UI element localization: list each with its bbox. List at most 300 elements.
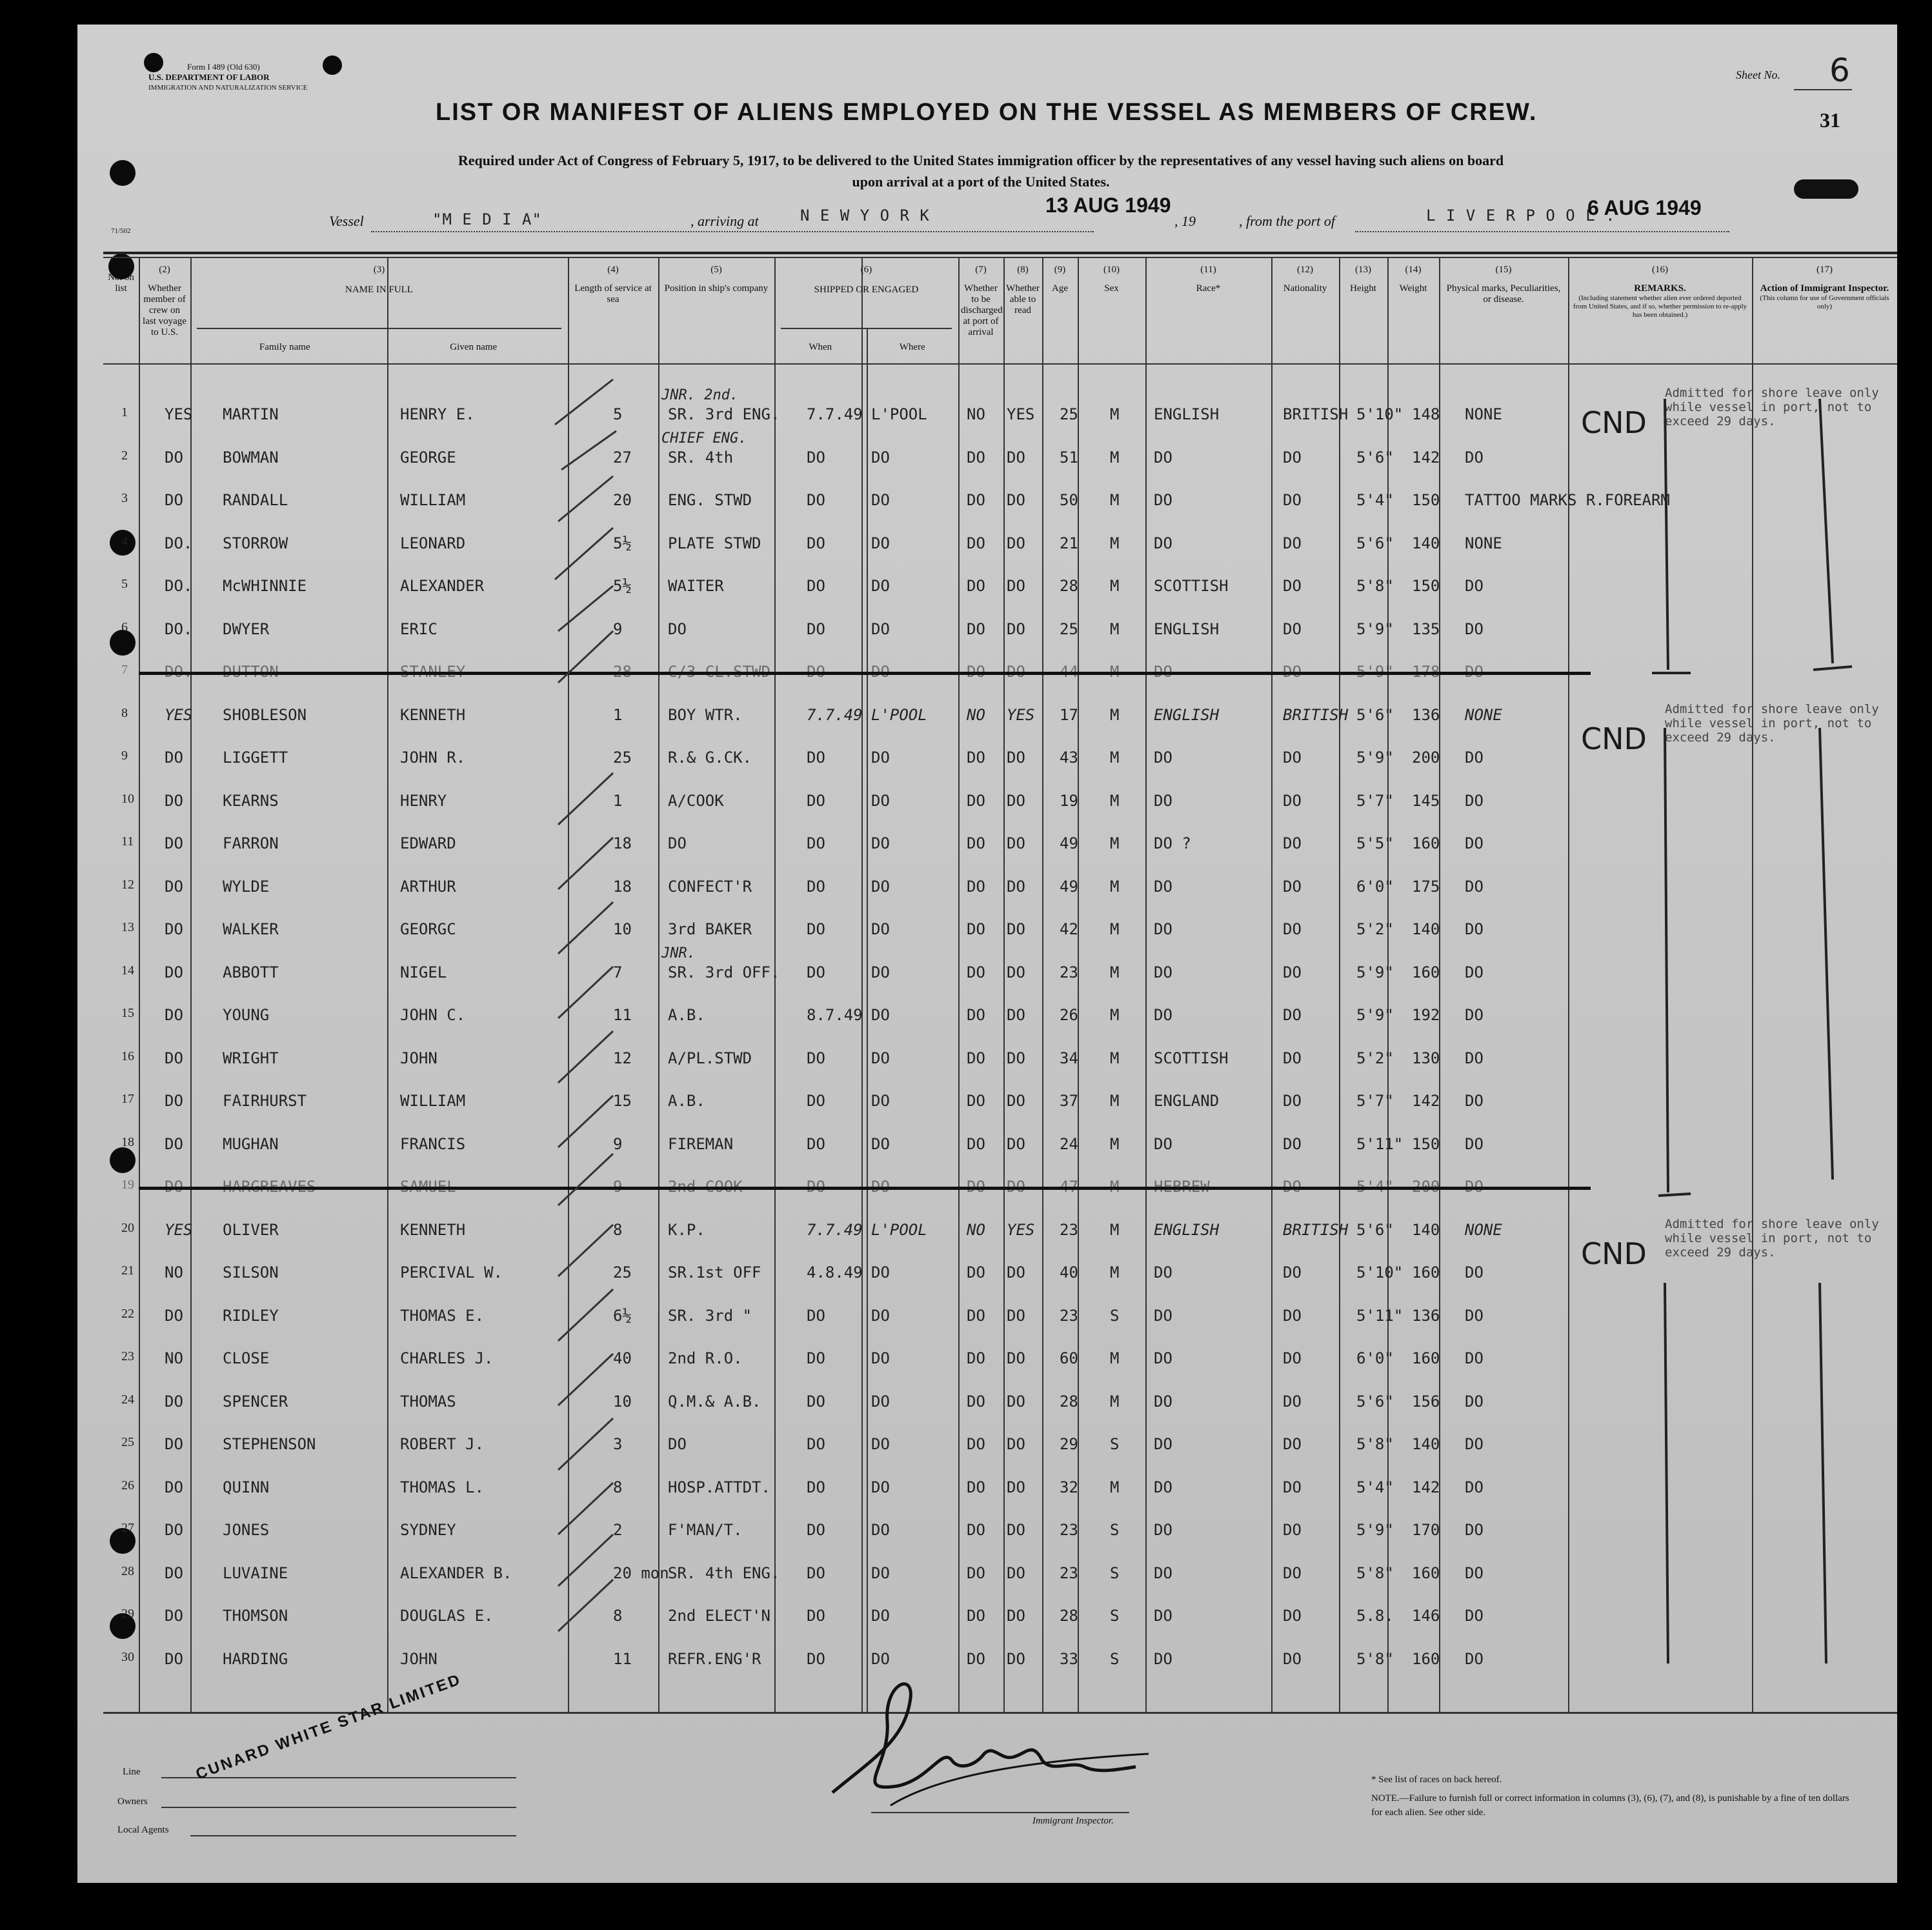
column-header bbox=[1003, 265, 1042, 316]
cell-service: 20 mon bbox=[613, 1563, 669, 1582]
cell-nat: BRITISH bbox=[1283, 1220, 1349, 1239]
cell-disch: NO bbox=[967, 705, 985, 724]
cell-height: 5'9" bbox=[1356, 1006, 1394, 1024]
cell-position: A/PL.STWD bbox=[668, 1049, 752, 1067]
cell-where: DO bbox=[871, 791, 890, 810]
column-label: Physical marks, Peculiarities, or disease. bbox=[1446, 283, 1561, 305]
cell-when: DO bbox=[807, 491, 825, 509]
cell-weight: 142 bbox=[1412, 1092, 1440, 1110]
cell-no: 13 bbox=[121, 920, 134, 934]
sheet-underline bbox=[1794, 89, 1852, 90]
cell-race: DO bbox=[1154, 1349, 1172, 1367]
cell-height: 5'10" bbox=[1356, 1263, 1404, 1282]
cell-read: DO bbox=[1007, 491, 1025, 509]
cell-marks: TATTOO MARKS R.FOREARM bbox=[1465, 491, 1670, 509]
cell-family: KEARNS bbox=[223, 791, 279, 810]
cell-family: LUVAINE bbox=[223, 1563, 288, 1582]
cell-family: LIGGETT bbox=[223, 749, 288, 767]
column-label: NAME IN FULL bbox=[345, 285, 413, 295]
cell-family: FARRON bbox=[223, 834, 279, 852]
cell-service: 8 bbox=[613, 1478, 623, 1496]
cell-height: 5'9" bbox=[1356, 619, 1394, 638]
cell-no: 6 bbox=[121, 619, 128, 634]
owners-underline bbox=[161, 1807, 516, 1808]
strike-through-line bbox=[139, 672, 1591, 675]
column-number: (3) bbox=[373, 265, 385, 275]
cell-race: DO bbox=[1154, 920, 1172, 938]
cell-nat: DO bbox=[1283, 1478, 1302, 1496]
cell-position: R.& G.CK. bbox=[668, 749, 752, 767]
punch-hole bbox=[144, 53, 163, 72]
cell-service: 18 bbox=[613, 877, 632, 896]
cell-position: A.B. bbox=[668, 1092, 705, 1110]
shore-leave-stamp: Admitted for shore leave only while vessel in port, not to exceed 29 days. bbox=[1665, 386, 1879, 428]
sheet-label: Sheet No. bbox=[1736, 68, 1780, 81]
cell-race: DO bbox=[1154, 1134, 1172, 1153]
column-label: Sex bbox=[1104, 283, 1119, 294]
column-number: (13) bbox=[1355, 265, 1371, 275]
cell-where: DO bbox=[871, 1607, 890, 1625]
cell-race: DO bbox=[1154, 1607, 1172, 1625]
cell-position: REFR.ENG'R bbox=[668, 1649, 761, 1668]
cell-age: 24 bbox=[1060, 1134, 1078, 1153]
cell-nat: DO bbox=[1283, 877, 1302, 896]
service-name: IMMIGRATION AND NATURALIZATION SERVICE bbox=[148, 84, 308, 92]
cell-disch: DO bbox=[967, 963, 985, 981]
cell-height: 5'6" bbox=[1356, 1220, 1394, 1239]
cell-age: 19 bbox=[1060, 791, 1078, 810]
column-label: Height bbox=[1350, 283, 1376, 294]
cnd-mark: CND bbox=[1581, 1236, 1647, 1271]
cell-where: DO bbox=[871, 619, 890, 638]
cell-age: 23 bbox=[1060, 963, 1078, 981]
cell-age: 23 bbox=[1060, 1306, 1078, 1325]
cell-family: RANDALL bbox=[223, 491, 288, 509]
cell-sex: M bbox=[1110, 577, 1120, 595]
cell-disch: DO bbox=[967, 1006, 985, 1024]
cell-race: DO bbox=[1154, 448, 1172, 467]
column-label: Whether able to read bbox=[1006, 283, 1040, 316]
year-label: , 19 bbox=[1174, 213, 1196, 229]
line-label: Line bbox=[123, 1767, 141, 1777]
cell-position: DO bbox=[668, 834, 687, 852]
cell-family: HARDING bbox=[223, 1649, 288, 1668]
cell-where: DO bbox=[871, 963, 890, 981]
cell-nat: DO bbox=[1283, 619, 1302, 638]
cell-family: McWHINNIE bbox=[223, 577, 307, 595]
cell-sex: M bbox=[1110, 1134, 1120, 1153]
cell-sex: M bbox=[1110, 405, 1120, 423]
cell-nat: DO bbox=[1283, 920, 1302, 938]
cell-nat: BRITISH bbox=[1283, 705, 1349, 724]
cell-no: 22 bbox=[121, 1306, 134, 1321]
cell-given: ALEXANDER bbox=[400, 577, 485, 595]
cell-where: DO bbox=[871, 1092, 890, 1110]
cell-family: STEPHENSON bbox=[223, 1435, 316, 1453]
cell-age: 49 bbox=[1060, 877, 1078, 896]
cell-last: DO bbox=[165, 1092, 183, 1110]
agents-label: Local Agents bbox=[117, 1825, 169, 1835]
cell-given: LEONARD bbox=[400, 534, 466, 552]
cell-sex: M bbox=[1110, 1006, 1120, 1024]
column-number: (2) bbox=[159, 265, 170, 275]
cell-given: EDWARD bbox=[400, 834, 456, 852]
page-number: 31 bbox=[1820, 108, 1840, 132]
cell-when: 8.7.49 bbox=[807, 1006, 863, 1024]
cell-no: 19 bbox=[121, 1178, 134, 1192]
cell-last: DO bbox=[165, 491, 183, 509]
cell-position: DO bbox=[668, 619, 687, 638]
cell-disch: DO bbox=[967, 1092, 985, 1110]
cell-read: DO bbox=[1007, 920, 1025, 938]
cell-where: DO bbox=[871, 834, 890, 852]
cell-race: DO bbox=[1154, 1521, 1172, 1539]
table-top-rule-2 bbox=[103, 257, 1897, 258]
cell-last: DO bbox=[165, 448, 183, 467]
cell-no: 18 bbox=[121, 1134, 134, 1149]
cell-given: JOHN C. bbox=[400, 1006, 466, 1024]
cell-disch: DO bbox=[967, 749, 985, 767]
cell-sex: S bbox=[1110, 1435, 1120, 1453]
cell-sex: M bbox=[1110, 963, 1120, 981]
cell-no: 2 bbox=[121, 448, 128, 463]
cell-given: NIGEL bbox=[400, 963, 447, 981]
cell-where: DO bbox=[871, 448, 890, 467]
cell-where: DO bbox=[871, 534, 890, 552]
cell-race: DO bbox=[1154, 749, 1172, 767]
cell-family: OLIVER bbox=[223, 1220, 279, 1239]
inspector-underline bbox=[871, 1812, 1129, 1813]
column-number: (6) bbox=[860, 265, 872, 275]
subtitle-line-1: Required under Act of Congress of February 5, 1917, to be delivered to the United States immigration officer by the representatives of any vessel having such aliens on board bbox=[458, 152, 1504, 168]
cell-marks: DO bbox=[1465, 619, 1484, 638]
strike-through-line bbox=[139, 1187, 1591, 1190]
cell-no: 29 bbox=[121, 1607, 134, 1621]
column-number: (12) bbox=[1297, 265, 1313, 275]
cell-read: DO bbox=[1007, 619, 1025, 638]
cell-when: DO bbox=[807, 1563, 825, 1582]
cell-sex: S bbox=[1110, 1521, 1120, 1539]
cell-last: DO bbox=[165, 920, 183, 938]
cell-sex: M bbox=[1110, 1220, 1120, 1239]
cell-service: 11 bbox=[613, 1649, 632, 1668]
cell-when: DO bbox=[807, 1306, 825, 1325]
cell-marks: DO bbox=[1465, 1349, 1484, 1367]
cell-race: ENGLAND bbox=[1154, 1092, 1220, 1110]
vessel-name: "M E D I A" bbox=[432, 210, 542, 228]
cell-sex: M bbox=[1110, 1478, 1120, 1496]
cell-marks: DO bbox=[1465, 791, 1484, 810]
cell-sex: M bbox=[1110, 1392, 1120, 1411]
races-note: * See list of races on back hereof. bbox=[1371, 1774, 1502, 1785]
cell-last: DO bbox=[165, 834, 183, 852]
column-sublabel: When bbox=[809, 342, 832, 352]
cell-position: CONFECT'R bbox=[668, 877, 752, 896]
cell-when: DO bbox=[807, 877, 825, 896]
cell-disch: DO bbox=[967, 1134, 985, 1153]
cell-given: WILLIAM bbox=[400, 1092, 466, 1110]
cell-race: DO bbox=[1154, 1649, 1172, 1668]
cnd-mark: CND bbox=[1581, 721, 1647, 756]
cell-last: DO bbox=[165, 1392, 183, 1411]
column-number: (10) bbox=[1103, 265, 1120, 275]
cell-race: DO bbox=[1154, 1306, 1172, 1325]
cell-family: RIDLEY bbox=[223, 1306, 279, 1325]
cell-last: NO bbox=[165, 1263, 183, 1282]
cell-when: DO bbox=[807, 791, 825, 810]
cell-disch: DO bbox=[967, 920, 985, 938]
cell-marks: DO bbox=[1465, 1521, 1484, 1539]
cell-sex: M bbox=[1110, 534, 1120, 552]
cell-marks: NONE bbox=[1465, 1220, 1502, 1239]
cell-where: DO bbox=[871, 1563, 890, 1582]
cell-last: DO. bbox=[165, 577, 193, 595]
cell-service: 2 bbox=[613, 1521, 623, 1539]
cell-weight: 160 bbox=[1412, 1349, 1440, 1367]
cell-last: DO bbox=[165, 963, 183, 981]
cell-family: SHOBLESON bbox=[223, 705, 307, 724]
cell-marks: DO bbox=[1465, 1435, 1484, 1453]
cell-marks: DO bbox=[1465, 1263, 1484, 1282]
column-note: (This column for use of Government officials only) bbox=[1760, 294, 1889, 310]
column-number: (11) bbox=[1200, 265, 1216, 275]
cell-height: 5'6" bbox=[1356, 705, 1394, 724]
form-code: 71/502 bbox=[111, 227, 131, 235]
cell-when: DO bbox=[807, 1092, 825, 1110]
cell-no: 5 bbox=[121, 577, 128, 591]
cell-where: DO bbox=[871, 877, 890, 896]
cell-disch: NO bbox=[967, 405, 985, 423]
cell-weight: 136 bbox=[1412, 1306, 1440, 1325]
header-bottom-rule bbox=[103, 363, 1897, 365]
cell-weight: 140 bbox=[1412, 534, 1440, 552]
cell-where: DO bbox=[871, 1349, 890, 1367]
cell-given: HENRY E. bbox=[400, 405, 475, 423]
column-label: Whether member of crew on last voyage to U.S. bbox=[143, 283, 186, 337]
cell-marks: DO bbox=[1465, 1563, 1484, 1582]
cell-race: DO bbox=[1154, 491, 1172, 509]
shore-leave-stamp: Admitted for shore leave only while vessel in port, not to exceed 29 days. bbox=[1665, 1217, 1879, 1260]
cell-service: 25 bbox=[613, 1263, 632, 1282]
cell-when: DO bbox=[807, 920, 825, 938]
cell-height: 5'9" bbox=[1356, 963, 1394, 981]
cell-disch: DO bbox=[967, 619, 985, 638]
cell-service: 9 bbox=[613, 1134, 623, 1153]
cell-nat: DO bbox=[1283, 1563, 1302, 1582]
cell-age: 40 bbox=[1060, 1263, 1078, 1282]
cell-no: 11 bbox=[121, 834, 134, 849]
cell-age: 37 bbox=[1060, 1092, 1078, 1110]
cell-last: DO bbox=[165, 1607, 183, 1625]
cell-given: ERIC bbox=[400, 619, 438, 638]
cell-weight: 150 bbox=[1412, 577, 1440, 595]
cell-nat: DO bbox=[1283, 1306, 1302, 1325]
cell-last: DO bbox=[165, 1435, 183, 1453]
cell-sex: M bbox=[1110, 448, 1120, 467]
cell-sex: M bbox=[1110, 1092, 1120, 1110]
column-label: Race* bbox=[1196, 283, 1221, 294]
cell-position: WAITER bbox=[668, 577, 724, 595]
cell-nat: DO bbox=[1283, 534, 1302, 552]
cell-given: KENNETH bbox=[400, 1220, 466, 1239]
cell-where: DO bbox=[871, 1435, 890, 1453]
cell-disch: DO bbox=[967, 577, 985, 595]
cell-no: 25 bbox=[121, 1435, 134, 1449]
vessel-underline bbox=[371, 231, 1094, 232]
cell-weight: 192 bbox=[1412, 1006, 1440, 1024]
cell-age: 33 bbox=[1060, 1649, 1078, 1668]
cell-height: 5'10" bbox=[1356, 405, 1404, 423]
cell-where: DO bbox=[871, 749, 890, 767]
column-header bbox=[1145, 265, 1271, 294]
cell-read: DO bbox=[1007, 577, 1025, 595]
cell-height: 6'0" bbox=[1356, 877, 1394, 896]
cell-race: DO bbox=[1154, 1435, 1172, 1453]
cell-read: YES bbox=[1007, 405, 1035, 423]
cell-sex: M bbox=[1110, 1349, 1120, 1367]
cell-nat: DO bbox=[1283, 1092, 1302, 1110]
cell-read: DO bbox=[1007, 1134, 1025, 1153]
cell-sex: S bbox=[1110, 1306, 1120, 1325]
cell-no: 1 bbox=[121, 405, 128, 419]
cell-nat: DO bbox=[1283, 791, 1302, 810]
cell-where: DO bbox=[871, 491, 890, 509]
cell-service: 12 bbox=[613, 1049, 632, 1067]
cell-race: SCOTTISH bbox=[1154, 1049, 1229, 1067]
cell-given: ROBERT J. bbox=[400, 1435, 485, 1453]
cell-service: 10 bbox=[613, 1392, 632, 1411]
cell-last: DO bbox=[165, 1306, 183, 1325]
ink-blot bbox=[1794, 179, 1858, 199]
cell-family: FAIRHURST bbox=[223, 1092, 307, 1110]
cell-when: DO bbox=[807, 749, 825, 767]
cell-where: DO bbox=[871, 1134, 890, 1153]
cell-last: DO bbox=[165, 1134, 183, 1153]
column-number: (7) bbox=[975, 265, 987, 275]
column-number: (16) bbox=[1652, 265, 1668, 275]
cell-position: K.P. bbox=[668, 1220, 705, 1239]
cell-read: DO bbox=[1007, 1263, 1025, 1282]
cell-age: 60 bbox=[1060, 1349, 1078, 1367]
cell-given: THOMAS E. bbox=[400, 1306, 485, 1325]
cell-where: DO bbox=[871, 920, 890, 938]
cell-given: JOHN bbox=[400, 1649, 438, 1668]
inspector-marks bbox=[1555, 379, 1897, 1702]
cell-given: GEORGC bbox=[400, 920, 456, 938]
punch-hole bbox=[110, 160, 136, 186]
cell-nat: DO bbox=[1283, 491, 1302, 509]
cell-service: 1 bbox=[613, 791, 623, 810]
cell-disch: DO bbox=[967, 534, 985, 552]
penalty-note: NOTE.—Failure to furnish full or correct information in columns (3), (6), (7), and (8), is punishable by a fine of ten dollars for each alien. See other side. bbox=[1371, 1793, 1849, 1818]
cell-marks: DO bbox=[1465, 1049, 1484, 1067]
cell-age: 26 bbox=[1060, 1006, 1078, 1024]
cell-disch: DO bbox=[967, 1306, 985, 1325]
cell-sex: M bbox=[1110, 749, 1120, 767]
cell-sex: M bbox=[1110, 491, 1120, 509]
cell-height: 5'4" bbox=[1356, 491, 1394, 509]
column-sublabel: Family name bbox=[259, 342, 310, 352]
cell-race: ENGLISH bbox=[1154, 405, 1220, 423]
cell-where: DO bbox=[871, 1006, 890, 1024]
cell-weight: 156 bbox=[1412, 1392, 1440, 1411]
cell-disch: DO bbox=[967, 791, 985, 810]
cell-position: SR.1st OFF bbox=[668, 1263, 761, 1282]
cell-nat: BRITISH bbox=[1283, 405, 1349, 423]
cell-when: DO bbox=[807, 1392, 825, 1411]
cell-no: 27 bbox=[121, 1521, 134, 1535]
cell-when: DO bbox=[807, 1607, 825, 1625]
cell-last: YES bbox=[165, 1220, 193, 1239]
cell-age: 42 bbox=[1060, 920, 1078, 938]
cell-given: ARTHUR bbox=[400, 877, 456, 896]
cell-age: 23 bbox=[1060, 1563, 1078, 1582]
cell-weight: 145 bbox=[1412, 791, 1440, 810]
cell-height: 5'2" bbox=[1356, 1049, 1394, 1067]
cell-marks: DO bbox=[1465, 1392, 1484, 1411]
cell-last: DO bbox=[165, 1563, 183, 1582]
sheet-number: 6 bbox=[1829, 52, 1850, 89]
cell-service: 8 bbox=[613, 1607, 623, 1625]
column-header bbox=[1078, 265, 1145, 294]
cell-height: 5'7" bbox=[1356, 1092, 1394, 1110]
cell-height: 5'11" bbox=[1356, 1306, 1404, 1325]
cell-where: DO bbox=[871, 1649, 890, 1668]
cell-given: ALEXANDER B. bbox=[400, 1563, 512, 1582]
cnd-mark: CND bbox=[1581, 405, 1647, 440]
cell-given: WILLIAM bbox=[400, 491, 466, 509]
inspector-label: Immigrant Inspector. bbox=[1032, 1816, 1114, 1826]
column-header bbox=[1752, 265, 1897, 311]
cell-read: DO bbox=[1007, 1092, 1025, 1110]
cell-where: DO bbox=[871, 1478, 890, 1496]
column-sublabel: Given name bbox=[450, 342, 498, 352]
cell-service: 6½ bbox=[613, 1306, 632, 1325]
cell-given: KENNETH bbox=[400, 705, 466, 724]
cell-weight: 160 bbox=[1412, 1263, 1440, 1282]
cell-position: DO bbox=[668, 1435, 687, 1453]
cell-no: 28 bbox=[121, 1563, 134, 1578]
cell-marks: DO bbox=[1465, 1134, 1484, 1153]
cell-nat: DO bbox=[1283, 577, 1302, 595]
cell-race: DO bbox=[1154, 534, 1172, 552]
cell-height: 5'9" bbox=[1356, 1521, 1394, 1539]
cell-sex: M bbox=[1110, 1049, 1120, 1067]
cell-age: 17 bbox=[1060, 705, 1078, 724]
cell-marks: DO bbox=[1465, 1478, 1484, 1496]
cell-family: JONES bbox=[223, 1521, 270, 1539]
cell-weight: 136 bbox=[1412, 705, 1440, 724]
cell-no: 7 bbox=[121, 663, 128, 677]
cell-height: 5'2" bbox=[1356, 920, 1394, 938]
cell-family: MUGHAN bbox=[223, 1134, 279, 1153]
cell-position: F'MAN/T. bbox=[668, 1521, 743, 1539]
cell-nat: DO bbox=[1283, 1607, 1302, 1625]
cell-position: SR. 3rd " bbox=[668, 1306, 752, 1325]
cell-last: NO bbox=[165, 1349, 183, 1367]
cell-sex: S bbox=[1110, 1563, 1120, 1582]
cell-service: 15 bbox=[613, 1092, 632, 1110]
departure-port: L I V E R P O O L . bbox=[1426, 206, 1616, 225]
column-label: Whether to be discharged at port of arrival bbox=[961, 283, 1003, 337]
column-label: REMARKS. bbox=[1634, 283, 1686, 294]
column-header bbox=[658, 265, 774, 294]
cell-disch: DO bbox=[967, 1563, 985, 1582]
cell-last: DO bbox=[165, 1478, 183, 1496]
cell-nat: DO bbox=[1283, 1435, 1302, 1453]
cell-service: 18 bbox=[613, 834, 632, 852]
cell-family: THOMSON bbox=[223, 1607, 288, 1625]
